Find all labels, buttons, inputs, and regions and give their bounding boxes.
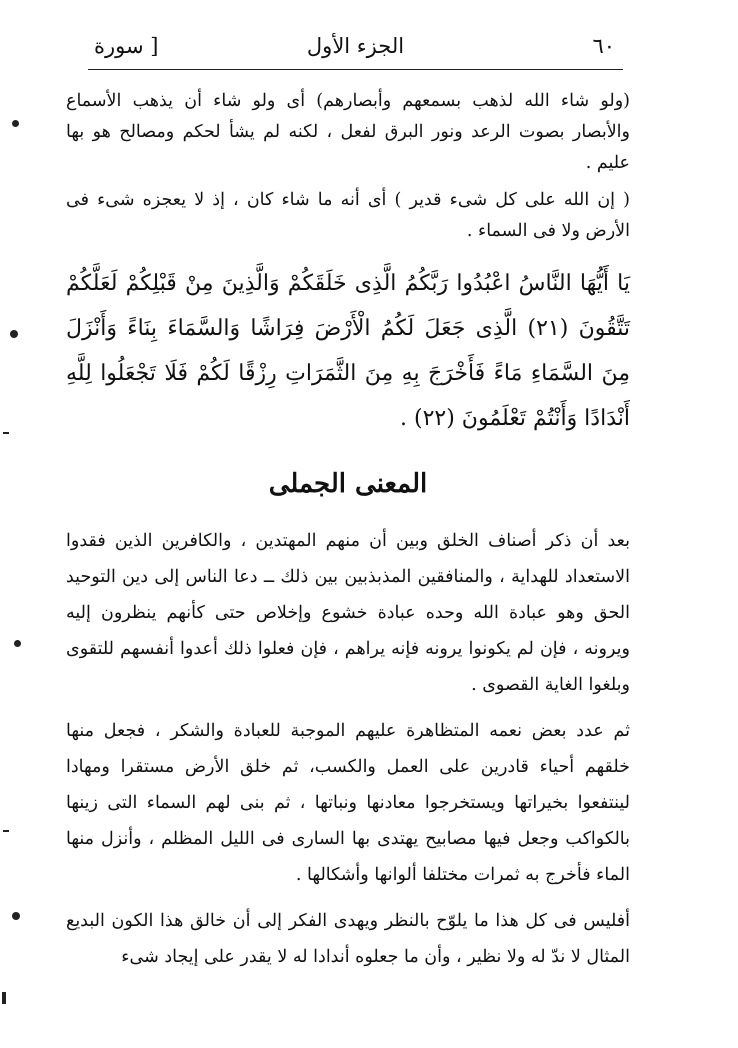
commentary-paragraph: ( إن الله على كل شىء قدير ) أى أنه ما شاء كان ، إذ لا يعجزه شىء فى الأرض ولا فى السماء . bbox=[66, 190, 630, 241]
commentary-paragraph: (ولو شاء الله لذهب بسمعهم وأبصارهم) أى ولو شاء أن يذهب الأسماع والأبصار بصوت الرعد ونور البرق لفعل ، لكنه لم يشأ لحكم ومصالح هو بها عليم . bbox=[66, 91, 630, 173]
header-rule bbox=[88, 69, 623, 70]
running-title: الجزء الأول bbox=[306, 34, 405, 58]
scan-speck bbox=[3, 830, 9, 832]
scan-speck bbox=[3, 432, 9, 434]
scan-speck bbox=[14, 640, 21, 647]
scan-speck bbox=[12, 912, 20, 920]
page-number: ٦٠ bbox=[592, 34, 615, 58]
body-paragraph: أفليس فى كل هذا ما يلوّح بالنظر ويهدى الفكر إلى أن خالق هذا الكون البديع المثال لا ندّ له ولا نظير ، وأن ما جعلوه أندادا له لا يقدر على إيجاد شىء bbox=[66, 911, 630, 967]
body-paragraph: بعد أن ذكر أصناف الخلق وبين أن منهم المهتدين ، والكافرين الذين فقدوا الاستعداد للهداية ، والمنافقين المذبذبين بين ذلك ــ دعا الناس إلى دين التوحيد الحق وهو عبادة الله وحده عبادة خشوع وإخلاص حتى كأنهم ينظرون إليه ويرونه ، فإن لم يكونوا يرونه فإنه يراهم ، فإن فعلوا ذلك أعدوا أنفسهم للتقوى وبلغوا الغاية القصوى . bbox=[66, 531, 630, 695]
scan-speck bbox=[10, 330, 18, 338]
page-content bbox=[66, 86, 630, 975]
surah-label: [ سورة bbox=[94, 34, 159, 58]
scan-speck bbox=[2, 992, 6, 1004]
page-header bbox=[88, 24, 623, 70]
body-paragraph: ثم عدد بعض نعمه المتظاهرة عليهم الموجبة للعبادة والشكر ، فجعل منها خلقهم أحياء قادرين على العمل والكسب، ثم خلق الأرض مستقرا ومهادا لينتفعوا بخيراتها ويستخرجوا معادنها ونباتها ، ثم بنى لهم السماء التى زينها بالكواكب وجعل فيها مصابيح يهتدى بها السارى فى الليل المظلم ، وأنزل منها الماء فأخرج به ثمرات مختلفا ألوانها وأشكالها . bbox=[66, 721, 630, 885]
section-heading: المعنى الجملى bbox=[268, 469, 428, 499]
quran-verse: يَا أَيُّهَا النَّاسُ اعْبُدُوا رَبَّكُمُ الَّذِى خَلَقَكُمْ وَالَّذِينَ مِنْ قَبْلِكُمْ لَعَلَّكُمْ تَتَّقُونَ (٢١) الَّذِى جَعَلَ لَكُمُ الْأَرْضَ فِرَاشًا وَالسَّمَاءَ بِنَاءً وَأَنْزَلَ مِنَ السَّمَاءِ مَاءً فَأَخْرَجَ بِهِ مِنَ الثَّمَرَاتِ رِزْقًا لَكُمْ فَلَا تَجْعَلُوا لِلَّهِ أَنْدَادًا وَأَنْتُمْ تَعْلَمُونَ (٢٢) . bbox=[66, 271, 630, 431]
scan-speck bbox=[12, 120, 19, 127]
